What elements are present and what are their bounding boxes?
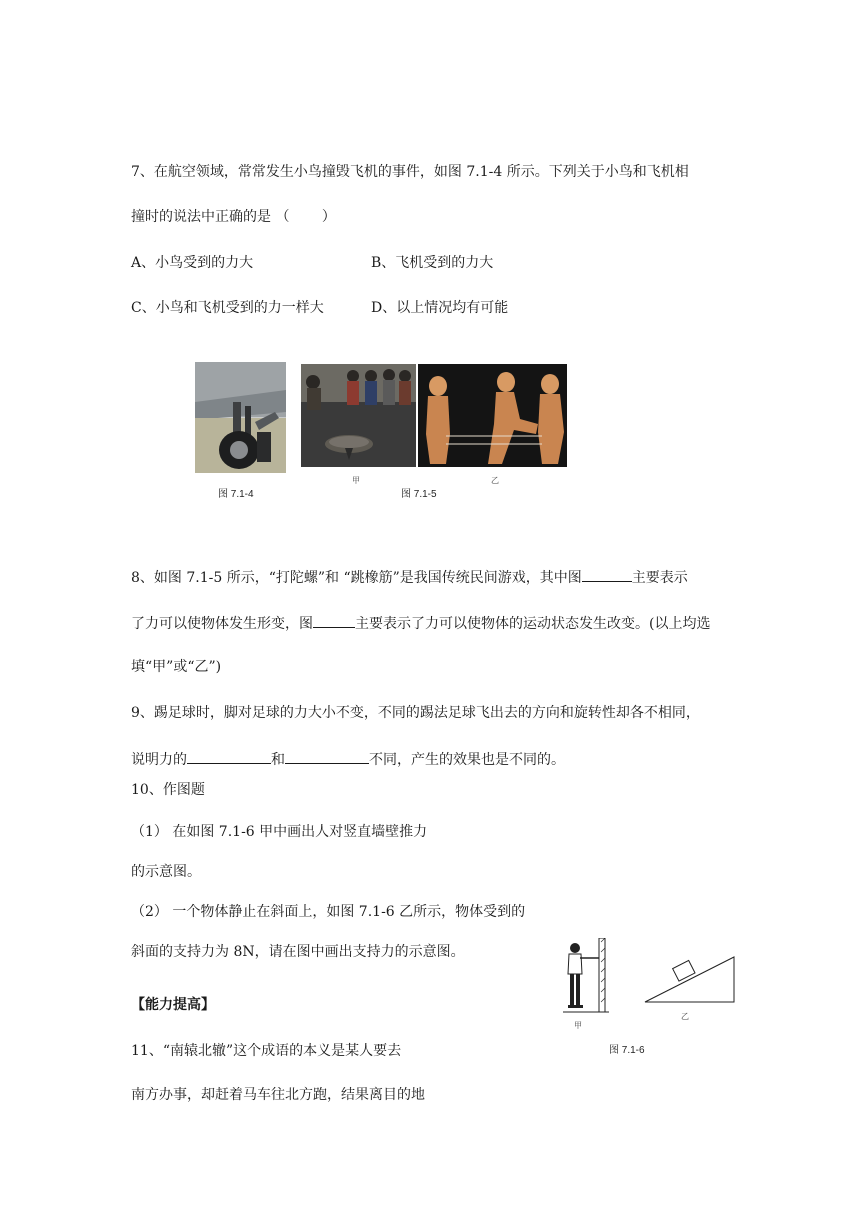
figure-7-1-5-caption: 图 7.1-5 <box>401 489 437 500</box>
q8-line2 <box>131 612 710 634</box>
block-on-incline-diagram <box>643 955 738 1005</box>
figure-7-1-4-caption: 图 7.1-4 <box>218 489 254 500</box>
q8-line1 <box>131 566 688 588</box>
rubber-band-jumping-image <box>418 364 567 467</box>
q9-line2-text-c: 不同，产生的效果也是不同的。 <box>369 752 565 768</box>
q11-line2: 南方办事，却赶着马车往北方跑，结果离目的地 <box>131 1087 425 1103</box>
figure-7-1-6-caption: 图 7.1-6 <box>609 1045 645 1056</box>
q10-part2-line2: 斜面的支持力为 8N，请在图中画出支持力的示意图。 <box>131 944 465 960</box>
q9-line2-text-b: 和 <box>271 752 285 768</box>
q8-blank-2[interactable] <box>313 612 355 628</box>
q9-blank-1[interactable] <box>187 748 271 764</box>
q8-line3: 填“甲”或“乙”) <box>131 659 222 675</box>
section-heading-ability: 【能力提高】 <box>131 996 215 1012</box>
q9-line1: 9、踢足球时，脚对足球的力大小不变，不同的踢法足球飞出去的方向和旋转性却各不相同， <box>131 705 700 721</box>
q10-part1-line2: 的示意图。 <box>131 864 201 880</box>
figure-7-1-5-label-jia: 甲 <box>352 476 360 485</box>
q10-title: 10、作图题 <box>131 782 205 798</box>
q7-option-c: C、小鸟和飞机受到的力一样大 <box>131 300 324 316</box>
spinning-top-image <box>301 364 416 467</box>
figure-7-1-6-label-jia: 甲 <box>574 1021 582 1030</box>
airplane-landing-gear-image <box>195 362 286 473</box>
q10-part1-line1: （1） 在如图 7.1-6 甲中画出人对竖直墙壁推力 <box>131 824 428 840</box>
q7-option-a: A、小鸟受到的力大 <box>131 255 254 271</box>
q8-blank-1[interactable] <box>582 566 632 582</box>
q8-line2-text-a: 了力可以使物体发生形变，图 <box>131 616 313 632</box>
q7-option-b: B、飞机受到的力大 <box>371 255 494 271</box>
q10-part2-line1: （2） 一个物体静止在斜面上，如图 7.1-6 乙所示，物体受到的 <box>131 904 526 920</box>
q7-line1: 7、在航空领域，常常发生小鸟撞毁飞机的事件，如图 7.1-4 所示。下列关于小鸟和飞机相 <box>131 164 689 180</box>
figure-7-1-6-label-yi: 乙 <box>681 1012 689 1021</box>
person-pushing-wall-diagram <box>563 938 613 1018</box>
q11-line1: 11、“南辕北辙”这个成语的本义是某人要去 <box>131 1043 402 1059</box>
q9-line2 <box>131 748 565 770</box>
figure-7-1-5-label-yi: 乙 <box>491 476 499 485</box>
q9-line2-text-a: 说明力的 <box>131 752 187 768</box>
q7-option-d: D、以上情况均有可能 <box>371 300 509 316</box>
q8-line2-text-b: 主要表示了力可以使物体的运动状态发生改变。(以上均选 <box>355 616 711 632</box>
q8-line1-text-a: 8、如图 7.1-5 所示，“打陀螺”和 “跳橡筋”是我国传统民间游戏，其中图 <box>131 570 582 586</box>
q9-blank-2[interactable] <box>285 748 369 764</box>
q8-line1-text-b: 主要表示 <box>631 570 688 586</box>
q7-line2: 撞时的说法中正确的是 （ ） <box>131 209 336 225</box>
